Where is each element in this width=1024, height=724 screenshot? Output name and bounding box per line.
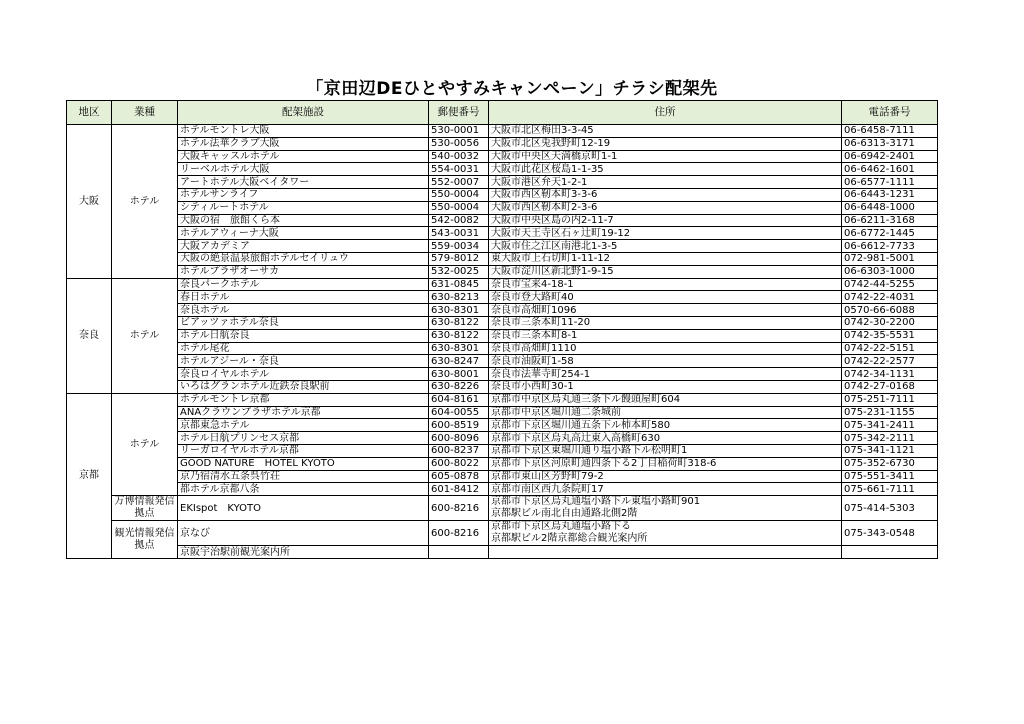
address-line-1: 京都市下京区烏丸通塩小路下ル東塩小路町901: [491, 496, 701, 508]
address-cell: 京都市東山区芳野町79-2: [489, 470, 842, 483]
header-address: 住所: [489, 101, 842, 125]
phone-cell: 0742-22-5151: [842, 342, 938, 355]
zip-cell: 630-8226: [429, 380, 489, 393]
address-cell: 大阪市住之江区南港北1-3-5: [489, 240, 842, 253]
table-row: [67, 342, 938, 355]
table-row: [67, 483, 938, 496]
facility-cell: ホテルモントレ京都: [178, 393, 429, 406]
address-cell: 大阪市港区弁天1-2-1: [489, 176, 842, 189]
table-row: [67, 432, 938, 445]
address-cell: 大阪市西区靭本町3-3-6: [489, 188, 842, 201]
facility-cell: ホテルプラザオーサカ: [178, 265, 429, 278]
table-row: [67, 252, 938, 265]
header-facility: 配架施設: [178, 101, 429, 125]
zip-cell: 630-8301: [429, 304, 489, 317]
address-cell: 東大阪市上石切町1-11-12: [489, 252, 842, 265]
district-cell: 京都: [67, 393, 112, 558]
facility-cell: リーガロイヤルホテル京都: [178, 444, 429, 457]
district-cell: 奈良: [67, 278, 112, 393]
zip-cell: 604-0055: [429, 406, 489, 419]
facility-cell: GOOD NATURE HOTEL KYOTO: [178, 457, 429, 470]
phone-cell: 0742-30-2200: [842, 316, 938, 329]
address-cell: [489, 496, 842, 521]
table-row: [67, 265, 938, 278]
table-row: [67, 316, 938, 329]
facility-cell: 大阪の絶景温泉旅館ホテルセイリュウ: [178, 252, 429, 265]
header-phone: 電話番号: [842, 101, 938, 125]
facility-cell: 大阪の宿 旅館くら本: [178, 214, 429, 227]
facility-cell: 奈良パークホテル: [178, 278, 429, 291]
address-cell: 大阪市西区靭本町2-3-6: [489, 201, 842, 214]
address-cell: [489, 546, 842, 559]
phone-cell: 075-551-3411: [842, 470, 938, 483]
district-cell: 大阪: [67, 125, 112, 279]
phone-cell: 075-661-7111: [842, 483, 938, 496]
phone-cell: 06-6313-3171: [842, 137, 938, 150]
facility-cell: 都ホテル京都八条: [178, 483, 429, 496]
zip-cell: 543-0031: [429, 227, 489, 240]
phone-cell: 075-341-1121: [842, 444, 938, 457]
phone-cell: [842, 546, 938, 559]
zip-cell: 630-8001: [429, 368, 489, 381]
table-row: [67, 176, 938, 189]
address-cell: 大阪市天王寺区石ヶ辻町19-12: [489, 227, 842, 240]
zip-cell: 550-0004: [429, 188, 489, 201]
address-cell: 奈良市高畑町1096: [489, 304, 842, 317]
zip-cell: 630-8247: [429, 355, 489, 368]
category-cell: ホテル: [112, 125, 178, 279]
table-row: [67, 150, 938, 163]
zip-cell: 600-8519: [429, 419, 489, 432]
phone-cell: 072-981-5001: [842, 252, 938, 265]
category-cell: ホテル: [112, 393, 178, 495]
facility-cell: いろはグランホテル近鉄奈良駅前: [178, 380, 429, 393]
address-cell: 大阪市淀川区新北野1-9-15: [489, 265, 842, 278]
table-row: [67, 470, 938, 483]
table-row: [67, 496, 938, 521]
facility-cell: 春日ホテル: [178, 291, 429, 304]
table-row: [67, 163, 938, 176]
address-cell: 京都市中京区烏丸通三条下ル饅頭屋町604: [489, 393, 842, 406]
address-cell: 奈良市登大路町40: [489, 291, 842, 304]
category-cell: ホテル: [112, 278, 178, 393]
category-cell: 万博情報発信拠点: [112, 496, 178, 521]
phone-cell: 06-6772-1445: [842, 227, 938, 240]
facility-cell: 京阪宇治駅前観光案内所: [178, 546, 429, 559]
phone-cell: 075-342-2111: [842, 432, 938, 445]
facility-cell: 京乃宿清水五条呉竹荘: [178, 470, 429, 483]
zip-cell: 630-8213: [429, 291, 489, 304]
phone-cell: 06-6458-7111: [842, 125, 938, 138]
header-district: 地区: [67, 101, 112, 125]
table-row: [67, 291, 938, 304]
distribution-table: [66, 100, 938, 559]
address-cell: 奈良市宝来4-18-1: [489, 278, 842, 291]
table-row: [67, 201, 938, 214]
address-cell: 大阪市此花区桜島1-1-35: [489, 163, 842, 176]
facility-cell: 大阪アカデミア: [178, 240, 429, 253]
zip-cell: 600-8096: [429, 432, 489, 445]
table-row: [67, 304, 938, 317]
facility-cell: ホテルモントレ大阪: [178, 125, 429, 138]
header-zip: 郵便番号: [429, 101, 489, 125]
phone-cell: 075-352-6730: [842, 457, 938, 470]
table-row: [67, 419, 938, 432]
facility-cell: 大阪キャッスルホテル: [178, 150, 429, 163]
facility-cell: ホテル日航プリンセス京都: [178, 432, 429, 445]
address-cell: 奈良市三条本町11-20: [489, 316, 842, 329]
page-title: 「京田辺DEひとやすみキャンペーン」チラシ配架先: [306, 79, 718, 99]
phone-cell: 06-6448-1000: [842, 201, 938, 214]
table-row: [67, 406, 938, 419]
phone-cell: 0742-44-5255: [842, 278, 938, 291]
facility-cell: ホテルアジール・奈良: [178, 355, 429, 368]
facility-cell: EKIspot KYOTO: [178, 496, 429, 521]
table-row: [67, 137, 938, 150]
facility-cell: ホテル尾花: [178, 342, 429, 355]
table-row: [67, 278, 938, 291]
phone-cell: 0570-66-6088: [842, 304, 938, 317]
table-row: [67, 227, 938, 240]
facility-cell: ホテル法華クラブ大阪: [178, 137, 429, 150]
zip-cell: 559-0034: [429, 240, 489, 253]
facility-cell: 京なび: [178, 521, 429, 546]
facility-cell: ホテルサンライフ: [178, 188, 429, 201]
zip-cell: 604-8161: [429, 393, 489, 406]
zip-cell: 600-8022: [429, 457, 489, 470]
phone-cell: 0742-22-2577: [842, 355, 938, 368]
address-cell: 京都市下京区烏丸高辻東入高橋町630: [489, 432, 842, 445]
phone-cell: 075-231-1155: [842, 406, 938, 419]
phone-cell: 0742-22-4031: [842, 291, 938, 304]
facility-cell: ホテル日航奈良: [178, 329, 429, 342]
phone-cell: 06-6612-7733: [842, 240, 938, 253]
address-cell: 京都市下京区堀川通五条下ル柿本町580: [489, 419, 842, 432]
phone-cell: 06-6443-1231: [842, 188, 938, 201]
table-row: [67, 380, 938, 393]
table-row: [67, 368, 938, 381]
address-cell: 京都市中京区堀川通二条城前: [489, 406, 842, 419]
header-category: 業種: [112, 101, 178, 125]
zip-cell: 530-0056: [429, 137, 489, 150]
table-row: [67, 457, 938, 470]
facility-cell: ホテルアウィーナ大阪: [178, 227, 429, 240]
address-cell: 大阪市中央区天満橋京町1-1: [489, 150, 842, 163]
facility-cell: ビアッツァホテル奈良: [178, 316, 429, 329]
zip-cell: 630-8122: [429, 316, 489, 329]
phone-cell: 0742-34-1131: [842, 368, 938, 381]
table-row: [67, 188, 938, 201]
phone-cell: 06-6211-3168: [842, 214, 938, 227]
table-row: [67, 444, 938, 457]
facility-cell: ANAクラウンプラザホテル京都: [178, 406, 429, 419]
table-row: [67, 393, 938, 406]
phone-cell: 075-251-7111: [842, 393, 938, 406]
zip-cell: 552-0007: [429, 176, 489, 189]
facility-cell: 奈良ロイヤルホテル: [178, 368, 429, 381]
facility-cell: 奈良ホテル: [178, 304, 429, 317]
zip-cell: 554-0031: [429, 163, 489, 176]
phone-cell: 06-6303-1000: [842, 265, 938, 278]
address-cell: 大阪市中央区島の内2-11-7: [489, 214, 842, 227]
phone-cell: 075-414-5303: [842, 496, 938, 521]
address-cell: 奈良市法華寺町254-1: [489, 368, 842, 381]
address-cell: 京都市下京区河原町通四条下る2丁目稲荷町318-6: [489, 457, 842, 470]
zip-cell: 630-8122: [429, 329, 489, 342]
zip-cell: 630-8301: [429, 342, 489, 355]
address-line-1: 京都市下京区烏丸通塩小路下る: [491, 521, 631, 533]
address-cell: 奈良市油阪町1-58: [489, 355, 842, 368]
facility-cell: シティルートホテル: [178, 201, 429, 214]
phone-cell: 0742-35-5531: [842, 329, 938, 342]
zip-cell: 601-8412: [429, 483, 489, 496]
address-cell: 京都市下京区東堀川通り塩小路下ル松明町1: [489, 444, 842, 457]
zip-cell: 540-0032: [429, 150, 489, 163]
address-line-2: 京都駅ビル2階京都総合観光案内所: [491, 533, 648, 545]
facility-cell: アートホテル大阪ベイタワー: [178, 176, 429, 189]
phone-cell: 06-6462-1601: [842, 163, 938, 176]
table-row: [67, 214, 938, 227]
address-cell: 京都市南区西九条院町17: [489, 483, 842, 496]
table-row: [67, 329, 938, 342]
address-cell: 奈良市高畑町1110: [489, 342, 842, 355]
zip-cell: 600-8216: [429, 496, 489, 521]
zip-cell: 532-0025: [429, 265, 489, 278]
table-row: [67, 125, 938, 138]
zip-cell: 542-0082: [429, 214, 489, 227]
address-cell: 奈良市小西町30-1: [489, 380, 842, 393]
category-cell: 観光情報発信拠点: [112, 521, 178, 559]
zip-cell: 605-0878: [429, 470, 489, 483]
facility-cell: 京都東急ホテル: [178, 419, 429, 432]
zip-cell: 631-0845: [429, 278, 489, 291]
table-row: [67, 240, 938, 253]
phone-cell: 075-341-2411: [842, 419, 938, 432]
address-cell: 奈良市三条本町8-1: [489, 329, 842, 342]
facility-cell: リーベルホテル大阪: [178, 163, 429, 176]
header-row: [67, 101, 938, 125]
zip-cell: 530-0001: [429, 125, 489, 138]
zip-cell: [429, 546, 489, 559]
address-cell: 大阪市北区梅田3-3-45: [489, 125, 842, 138]
table-row: [67, 355, 938, 368]
table-row: [67, 521, 938, 546]
address-cell: 大阪市北区兎我野町12-19: [489, 137, 842, 150]
zip-cell: 600-8216: [429, 521, 489, 546]
address-cell: [489, 521, 842, 546]
phone-cell: 06-6942-2401: [842, 150, 938, 163]
address-line-2: 京都駅ビル南北自由通路北側2階: [491, 508, 638, 520]
zip-cell: 600-8237: [429, 444, 489, 457]
phone-cell: 075-343-0548: [842, 521, 938, 546]
table-row: [67, 546, 938, 559]
zip-cell: 579-8012: [429, 252, 489, 265]
zip-cell: 550-0004: [429, 201, 489, 214]
phone-cell: 06-6577-1111: [842, 176, 938, 189]
phone-cell: 0742-27-0168: [842, 380, 938, 393]
